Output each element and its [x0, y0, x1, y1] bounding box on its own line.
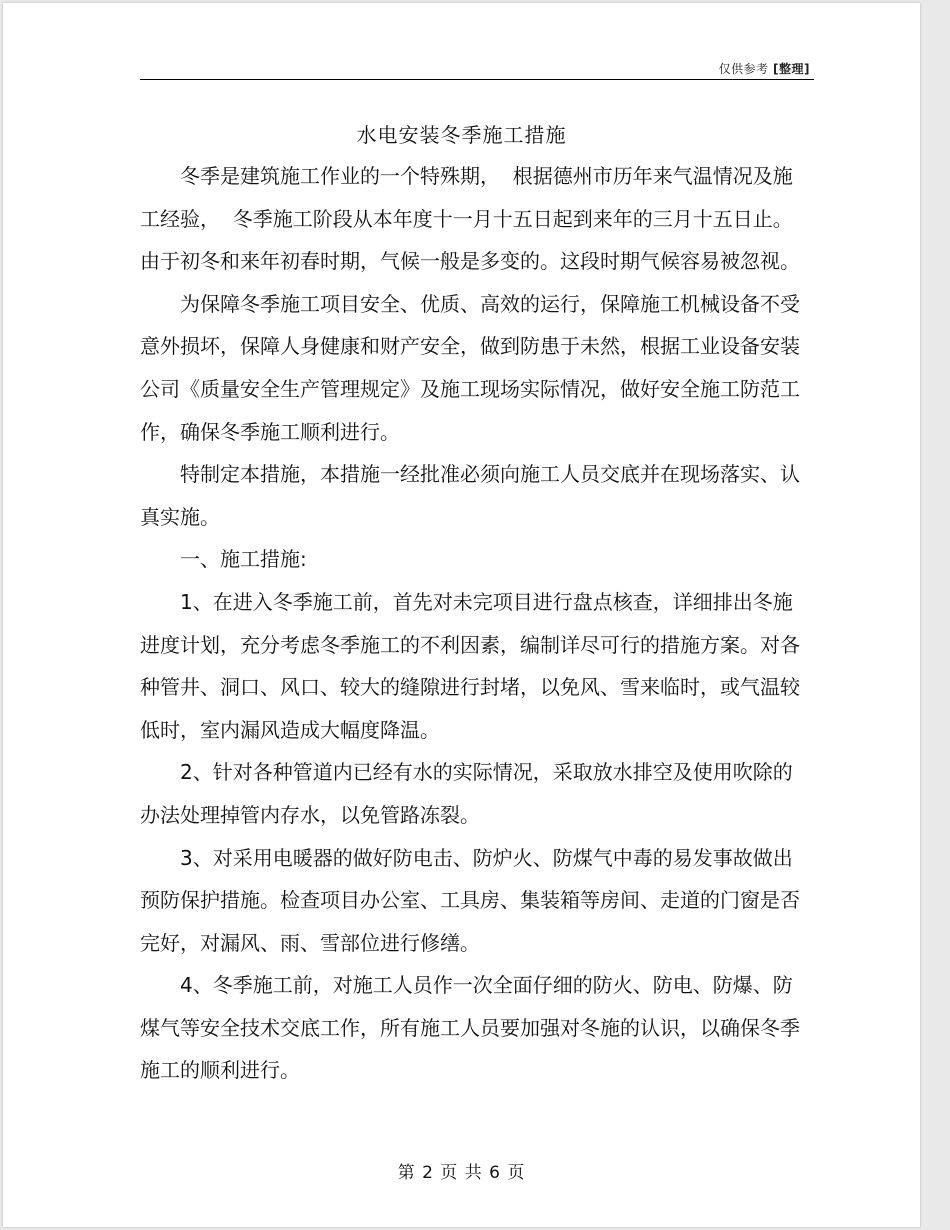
list-item: 3、对采用电暖器的做好防电击、防炉火、防煤气中毒的易发事故做出预防保护措施。检查项目办公室、工具房、集装箱等房间、走道的门窗是否完好，对漏风、雨、雪部位进行修缮。: [140, 845, 800, 955]
page-number: 第 2 页 共 6 页: [397, 1163, 526, 1183]
list-item: 2、针对各种管道内已经有水的实际情况，采取放水排空及使用吹除的办法处理掉管内存水，以免管路冻裂。: [140, 760, 793, 827]
list-item: 1、在进入冬季施工前，首先对未完项目进行盘点核查，详细排出冬施进度计划，充分考虑冬季施工的不利因素，编制详尽可行的措施方案。对各种管井、洞口、风口、较大的缝隙进行封堵，以免风、雪来临时，或气温较低时，室内漏风造成大幅度降温。: [140, 589, 800, 742]
document-body: [140, 155, 800, 1092]
paragraph: 为保障冬季施工项目安全、优质、高效的运行，保障施工机械设备不受意外损坏，保障人身健康和财产安全，做到防患于未然，根据工业设备安装公司《质量安全生产管理规定》及施工现场实际情况，做好安全施工防范工作，确保冬季施工顺利进行。: [140, 291, 800, 444]
section-heading: 一、施工措施:: [180, 547, 307, 572]
header-note-text: 仅供参考: [718, 62, 769, 76]
paragraph: 冬季是建筑施工作业的一个特殊期， 根据德州市历年来气温情况及施工经验， 冬季施工阶段从本年度十一月十五日起到来年的三月十五日止。由于初冬和来年初春时期，气候一般是多变的。这段时期气候容易被忽视。: [140, 164, 800, 274]
list-item: 4、冬季施工前，对施工人员作一次全面仔细的防火、防电、防爆、防煤气等安全技术交底工作，所有施工人员要加强对冬施的认识，以确保冬季施工的顺利进行。: [140, 973, 800, 1083]
document-page: [3, 3, 920, 1227]
paragraph: 特制定本措施，本措施一经批准必须向施工人员交底并在现场落实、认真实施。: [140, 462, 800, 529]
document-title: 水电安装冬季施工措施: [356, 123, 567, 147]
header-note: [719, 60, 810, 77]
header-note-tag: [整理]: [773, 62, 810, 76]
header-divider: [140, 79, 814, 80]
